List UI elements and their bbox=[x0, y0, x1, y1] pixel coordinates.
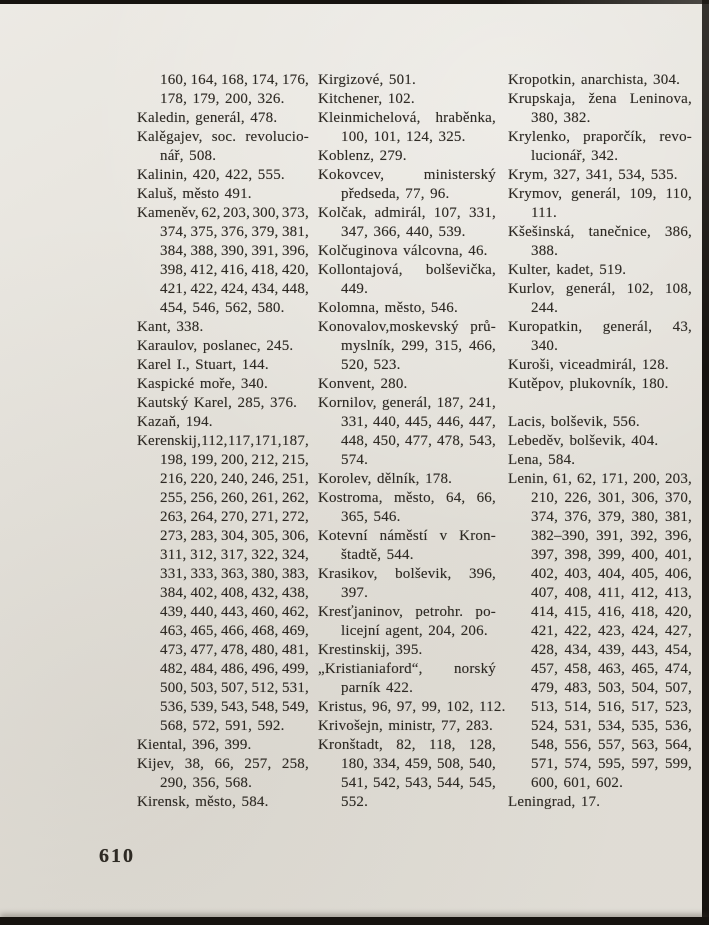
scan-edge-top bbox=[0, 0, 709, 4]
index-line: 571, 574, 595, 597, 599, bbox=[531, 756, 692, 772]
index-line: Kameněv, 62, 203, 300, 373, bbox=[137, 205, 309, 221]
index-line: 524, 531, 534, 535, 536, bbox=[531, 718, 692, 734]
index-line: 210, 226, 301, 306, 370, bbox=[531, 490, 692, 506]
index-line: 198, 199, 200, 212, 215, bbox=[160, 452, 309, 468]
index-line: 290, 356, 568. bbox=[160, 775, 253, 791]
index-line: 428, 434, 439, 443, 454, bbox=[531, 642, 692, 658]
index-line: Kotevní náměstí v Kron- bbox=[318, 528, 496, 544]
index-line: 160, 164, 168, 174, 176, bbox=[160, 72, 309, 88]
index-line: 463, 465, 466, 468, 469, bbox=[160, 623, 309, 639]
index-line: Leningrad, 17. bbox=[508, 794, 601, 810]
index-line: 457, 458, 463, 465, 474, bbox=[531, 661, 692, 677]
index-line: Krasikov, bolševik, 396, bbox=[318, 566, 496, 582]
index-line: 439, 440, 443, 460, 462, bbox=[160, 604, 309, 620]
index-line: 398, 412, 416, 418, 420, bbox=[160, 262, 309, 278]
index-line: Kronštadt, 82, 118, 128, bbox=[318, 737, 496, 753]
index-line: 421, 422, 424, 434, 448, bbox=[160, 281, 309, 297]
index-line: Kazaň, 194. bbox=[137, 414, 213, 430]
index-line: 382–390, 391, 392, 396, bbox=[531, 528, 692, 544]
index-line: 397, 398, 399, 400, 401, bbox=[531, 547, 692, 563]
index-line: Kirensk, město, 584. bbox=[137, 794, 269, 810]
index-line: Kitchener, 102. bbox=[318, 91, 415, 107]
index-line: 541, 542, 543, 544, 545, bbox=[341, 775, 496, 791]
index-line: 244. bbox=[531, 300, 559, 316]
index-line: Konvent, 280. bbox=[318, 376, 408, 392]
index-line: 384, 388, 390, 391, 396, bbox=[160, 243, 309, 259]
index-line: 374, 376, 379, 380, 381, bbox=[531, 509, 692, 525]
index-line: Kokovcev, ministerský bbox=[318, 167, 496, 183]
index-line: 574. bbox=[341, 452, 369, 468]
index-line: 548, 556, 557, 563, 564, bbox=[531, 737, 692, 753]
index-line: 407, 408, 411, 412, 413, bbox=[531, 585, 692, 601]
index-line: Kšešinská, tanečnice, 386, bbox=[508, 224, 692, 240]
index-line: Kulter, kadet, 519. bbox=[508, 262, 627, 278]
index-line: Kerenskij,112, 117, 171, 187, bbox=[137, 433, 309, 449]
index-line: Koblenz, 279. bbox=[318, 148, 407, 164]
index-line: Lebeděv, bolševik, 404. bbox=[508, 433, 659, 449]
index-line: Kurlov, generál, 102, 108, bbox=[508, 281, 692, 297]
index-line: 448, 450, 477, 478, 543, bbox=[341, 433, 496, 449]
index-line: Kautský Karel, 285, 376. bbox=[137, 395, 298, 411]
index-line: Kuropatkin, generál, 43, bbox=[508, 319, 692, 335]
index-line: Kirgizové, 501. bbox=[318, 72, 416, 88]
index-line: Kolčak, admirál, 107, 331, bbox=[318, 205, 496, 221]
scan-edge-bottom bbox=[0, 917, 709, 925]
index-column-2 bbox=[318, 71, 506, 812]
index-line: nář, 508. bbox=[160, 148, 217, 164]
index-line: 500, 503, 507, 512, 531, bbox=[160, 680, 309, 696]
index-line: 536, 539, 543, 548, 549, bbox=[160, 699, 309, 715]
index-line: 454, 546, 562, 580. bbox=[160, 300, 285, 316]
index-line: Kristus, 96, 97, 99, 102, 112. bbox=[318, 699, 506, 715]
index-line: 421, 422, 423, 424, 427, bbox=[531, 623, 692, 639]
blank-line bbox=[508, 394, 692, 413]
index-line: 513, 514, 516, 517, 523, bbox=[531, 699, 692, 715]
index-line: 397. bbox=[341, 585, 369, 601]
index-line: Konovalov,moskevský prů- bbox=[318, 319, 496, 335]
index-line: Krylenko, praporčík, revo- bbox=[508, 129, 692, 145]
index-line: 520, 523. bbox=[341, 357, 401, 373]
index-line: Kutěpov, plukovník, 180. bbox=[508, 376, 669, 392]
index-line: 449. bbox=[341, 281, 369, 297]
index-line: 402, 403, 404, 405, 406, bbox=[531, 566, 692, 582]
index-line: Krupskaja, žena Leninova, bbox=[508, 91, 692, 107]
index-line: Krestinskij, 395. bbox=[318, 642, 423, 658]
index-line: Krivošejn, ministr, 77, 283. bbox=[318, 718, 493, 734]
index-line: 178, 179, 200, 326. bbox=[160, 91, 285, 107]
index-line: lucionář, 342. bbox=[531, 148, 619, 164]
index-line: parník 422. bbox=[341, 680, 414, 696]
index-line: Kant, 338. bbox=[137, 319, 204, 335]
index-line: Kijev, 38, 66, 257, 258, bbox=[137, 756, 309, 772]
index-line: Kornilov, generál, 187, 241, bbox=[318, 395, 496, 411]
index-line: Kollontajová, bolševička, bbox=[318, 262, 496, 278]
index-line: 600, 601, 602. bbox=[531, 775, 624, 791]
index-column-3 bbox=[508, 71, 692, 812]
index-line: 180, 334, 459, 508, 540, bbox=[341, 756, 496, 772]
index-line: Karel I., Stuart, 144. bbox=[137, 357, 269, 373]
index-line: štadtě, 544. bbox=[341, 547, 414, 563]
index-line: 340. bbox=[531, 338, 559, 354]
index-line: 414, 415, 416, 418, 420, bbox=[531, 604, 692, 620]
page-number: 610 bbox=[99, 845, 135, 867]
index-line: 216, 220, 240, 246, 251, bbox=[160, 471, 309, 487]
index-line: Kaspické moře, 340. bbox=[137, 376, 268, 392]
index-line: Lenin, 61, 62, 171, 200, 203, bbox=[508, 471, 692, 487]
index-line: Korolev, dělník, 178. bbox=[318, 471, 453, 487]
index-line: 388. bbox=[531, 243, 559, 259]
index-line: 374, 375, 376, 379, 381, bbox=[160, 224, 309, 240]
index-line: Karaulov, poslanec, 245. bbox=[137, 338, 294, 354]
index-line: 331, 333, 363, 380, 383, bbox=[160, 566, 309, 582]
index-line: Kalěgajev, soc. revolucio- bbox=[137, 129, 309, 145]
index-line: Krym, 327, 341, 534, 535. bbox=[508, 167, 678, 183]
index-line: Kolčuginova válcovna, 46. bbox=[318, 243, 488, 259]
index-line: Kaledin, generál, 478. bbox=[137, 110, 278, 126]
index-line: 273, 283, 304, 305, 306, bbox=[160, 528, 309, 544]
index-line: 479, 483, 503, 504, 507, bbox=[531, 680, 692, 696]
index-line: licejní agent, 204, 206. bbox=[341, 623, 488, 639]
scan-edge-right bbox=[702, 0, 709, 925]
index-line: 347, 366, 440, 539. bbox=[341, 224, 466, 240]
index-line: Kostroma, město, 64, 66, bbox=[318, 490, 496, 506]
index-line: Kuroši, viceadmirál, 128. bbox=[508, 357, 669, 373]
index-line: 552. bbox=[341, 794, 369, 810]
index-line: Kropotkin, anarchista, 304. bbox=[508, 72, 681, 88]
index-line: Kiental, 396, 399. bbox=[137, 737, 252, 753]
index-line: 111. bbox=[531, 205, 557, 221]
index-line: 263, 264, 270, 271, 272, bbox=[160, 509, 309, 525]
index-line: Kaluš, město 491. bbox=[137, 186, 252, 202]
index-line: Kalinin, 420, 422, 555. bbox=[137, 167, 285, 183]
index-line: 331, 440, 445, 446, 447, bbox=[341, 414, 496, 430]
index-line: 255, 256, 260, 261, 262, bbox=[160, 490, 309, 506]
index-line: 365, 546. bbox=[341, 509, 401, 525]
index-line: předseda, 77, 96. bbox=[341, 186, 450, 202]
index-line: Kleinmichelová, hraběnka, bbox=[318, 110, 496, 126]
index-line: 380, 382. bbox=[531, 110, 591, 126]
index-line: Lacis, bolševik, 556. bbox=[508, 414, 640, 430]
index-line: myslník, 299, 315, 466, bbox=[341, 338, 496, 354]
index-line: Lena, 584. bbox=[508, 452, 576, 468]
index-line: Kresťjaninov, petrohr. po- bbox=[318, 604, 496, 620]
index-line: 100, 101, 124, 325. bbox=[341, 129, 466, 145]
index-line: 482, 484, 486, 496, 499, bbox=[160, 661, 309, 677]
index-line: 473, 477, 478, 480, 481, bbox=[160, 642, 309, 658]
index-line: Kolomna, město, 546. bbox=[318, 300, 458, 316]
index-column-1 bbox=[137, 71, 309, 812]
index-line: 384, 402, 408, 432, 438, bbox=[160, 585, 309, 601]
index-line: 568, 572, 591, 592. bbox=[160, 718, 285, 734]
index-line: 311, 312, 317, 322, 324, bbox=[160, 547, 309, 563]
index-line: Krymov, generál, 109, 110, bbox=[508, 186, 692, 202]
index-line: „Kristianiaford“, norský bbox=[318, 661, 496, 677]
